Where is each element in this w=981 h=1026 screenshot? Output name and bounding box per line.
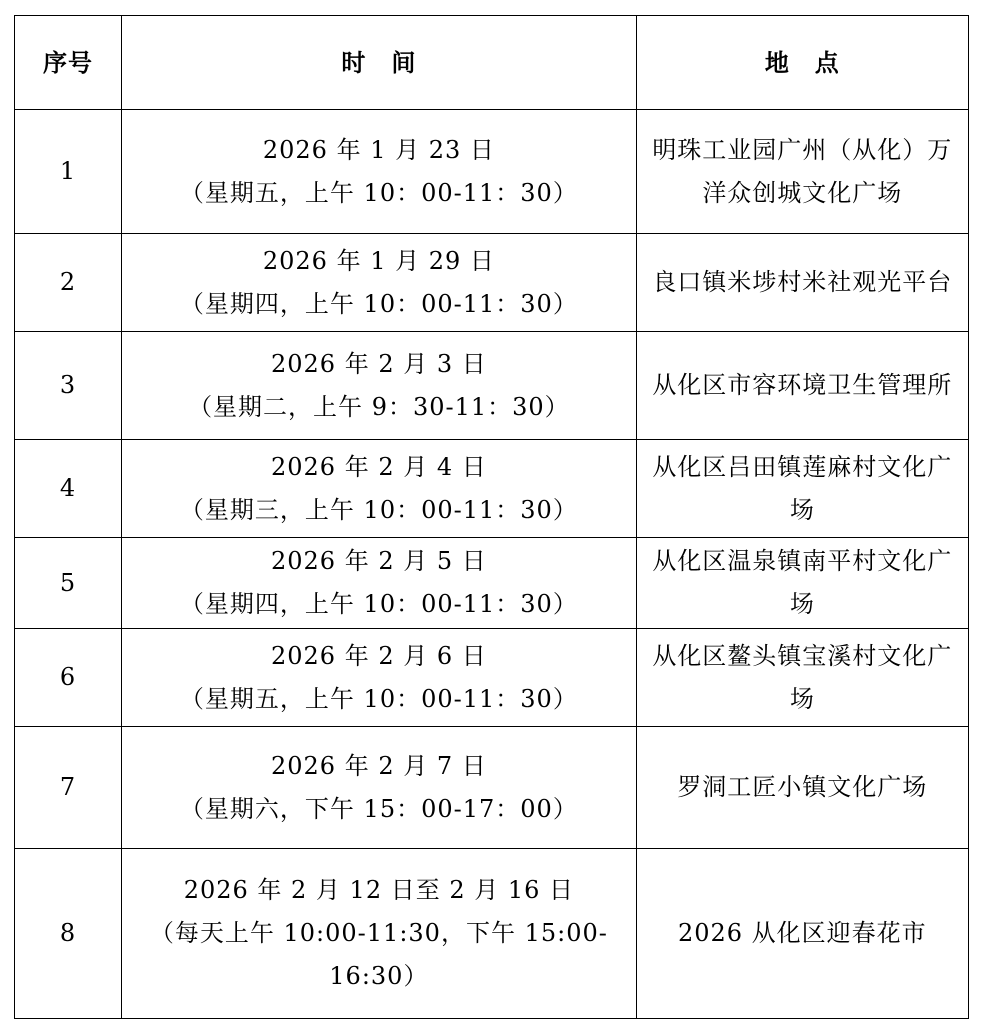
row-date: 2026 年 1 月 23 日 (262, 135, 495, 164)
row-index: 1 (15, 110, 122, 234)
row-time (122, 234, 637, 332)
table-header-row (15, 16, 969, 110)
row-place: 良口镇米埗村米社观光平台 (636, 234, 968, 332)
table-row (15, 849, 969, 1019)
row-date: 2026 年 1 月 29 日 (262, 246, 495, 275)
table-row (15, 727, 969, 849)
table-row (15, 110, 969, 234)
row-time (122, 538, 637, 629)
row-hours: （星期五，上午 10：00-11：30） (179, 684, 578, 713)
row-index: 6 (15, 629, 122, 727)
row-place: 从化区温泉镇南平村文化广场 (636, 538, 968, 629)
row-hours: （星期五，上午 10：00-11：30） (179, 178, 578, 207)
header-place: 地 点 (636, 16, 968, 110)
row-place: 明珠工业园广州（从化）万洋众创城文化广场 (636, 110, 968, 234)
row-index: 4 (15, 440, 122, 538)
row-time (122, 849, 637, 1019)
header-index: 序号 (15, 16, 122, 110)
schedule-table (14, 15, 969, 1019)
row-date: 2026 年 2 月 5 日 (270, 547, 487, 575)
row-time (122, 727, 637, 849)
table-row (15, 538, 969, 629)
table-row (15, 332, 969, 440)
row-hours: （星期四，上午 10：00-11：30） (179, 289, 578, 318)
row-place: 从化区吕田镇莲麻村文化广场 (636, 440, 968, 538)
row-date: 2026 年 2 月 4 日 (270, 452, 487, 481)
row-hours: （星期三，上午 10：00-11：30） (179, 495, 578, 524)
row-place: 从化区市容环境卫生管理所 (636, 332, 968, 440)
row-index: 7 (15, 727, 122, 849)
row-place: 2026 从化区迎春花市 (636, 849, 968, 1019)
row-time (122, 110, 637, 234)
row-index: 2 (15, 234, 122, 332)
row-date: 2026 年 2 月 7 日 (270, 751, 487, 780)
row-index: 8 (15, 849, 122, 1019)
row-place: 从化区鳌头镇宝溪村文化广场 (636, 629, 968, 727)
header-time: 时 间 (122, 16, 637, 110)
row-index: 3 (15, 332, 122, 440)
table-row (15, 629, 969, 727)
row-date: 2026 年 2 月 12 日至 2 月 16 日 (183, 876, 575, 904)
row-time (122, 629, 637, 727)
row-time (122, 440, 637, 538)
row-hours: （每天上午 10:00-11:30，下午 15:00-16:30） (149, 919, 608, 990)
row-place: 罗洞工匠小镇文化广场 (636, 727, 968, 849)
row-date: 2026 年 2 月 6 日 (270, 641, 487, 670)
row-time (122, 332, 637, 440)
row-hours: （星期四，上午 10：00-11：30） (179, 590, 578, 618)
row-hours: （星期二，上午 9：30-11：30） (188, 392, 570, 421)
table-row (15, 440, 969, 538)
table-row (15, 234, 969, 332)
row-date: 2026 年 2 月 3 日 (270, 349, 487, 378)
row-index: 5 (15, 538, 122, 629)
row-hours: （星期六，下午 15：00-17：00） (179, 794, 578, 823)
